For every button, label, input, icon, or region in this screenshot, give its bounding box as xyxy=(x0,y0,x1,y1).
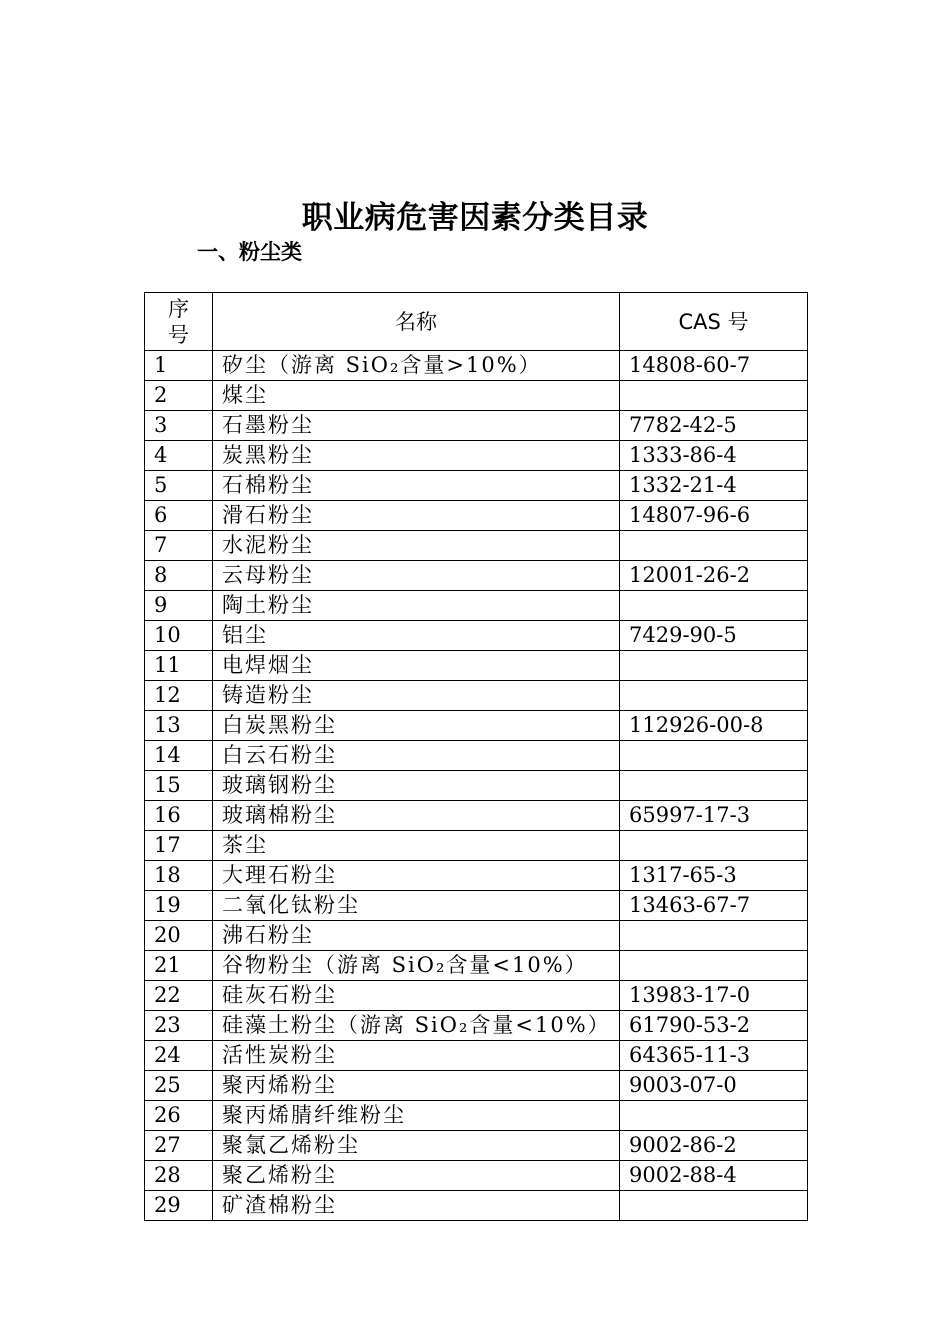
row-name: 矽尘（游离 SiO₂含量>10%） xyxy=(213,351,620,381)
table-row xyxy=(145,1071,808,1101)
row-name: 铝尘 xyxy=(213,621,620,651)
row-cas xyxy=(620,531,808,561)
table-row xyxy=(145,891,808,921)
row-name: 二氧化钛粉尘 xyxy=(213,891,620,921)
table-row xyxy=(145,741,808,771)
section-heading: 一、粉尘类 xyxy=(197,240,302,264)
row-cas: 9003-07-0 xyxy=(620,1071,808,1101)
row-seq: 27 xyxy=(145,1131,213,1161)
table-row xyxy=(145,861,808,891)
header-cas: CAS 号 xyxy=(620,293,808,351)
table-row xyxy=(145,441,808,471)
row-cas xyxy=(620,381,808,411)
row-name: 水泥粉尘 xyxy=(213,531,620,561)
row-cas: 7429-90-5 xyxy=(620,621,808,651)
row-seq: 25 xyxy=(145,1071,213,1101)
row-seq: 20 xyxy=(145,921,213,951)
table-row xyxy=(145,1011,808,1041)
table-row xyxy=(145,531,808,561)
row-cas: 65997-17-3 xyxy=(620,801,808,831)
row-seq: 24 xyxy=(145,1041,213,1071)
row-cas: 1333-86-4 xyxy=(620,441,808,471)
row-cas xyxy=(620,591,808,621)
row-cas: 9002-86-2 xyxy=(620,1131,808,1161)
table-header-row xyxy=(145,293,808,351)
row-seq: 7 xyxy=(145,531,213,561)
row-cas xyxy=(620,1101,808,1131)
table-row xyxy=(145,501,808,531)
table-row xyxy=(145,771,808,801)
table-row xyxy=(145,381,808,411)
row-name: 硅藻土粉尘（游离 SiO₂含量<10%） xyxy=(213,1011,620,1041)
row-seq: 22 xyxy=(145,981,213,1011)
table-row xyxy=(145,411,808,441)
table-row xyxy=(145,981,808,1011)
row-name: 活性炭粉尘 xyxy=(213,1041,620,1071)
row-name: 大理石粉尘 xyxy=(213,861,620,891)
row-seq: 19 xyxy=(145,891,213,921)
row-cas: 13463-67-7 xyxy=(620,891,808,921)
row-name: 聚丙烯粉尘 xyxy=(213,1071,620,1101)
table-row xyxy=(145,951,808,981)
table-row xyxy=(145,621,808,651)
row-seq: 28 xyxy=(145,1161,213,1191)
row-name: 白炭黑粉尘 xyxy=(213,711,620,741)
table-row xyxy=(145,1191,808,1221)
row-seq: 1 xyxy=(145,351,213,381)
table-row xyxy=(145,471,808,501)
row-cas: 13983-17-0 xyxy=(620,981,808,1011)
row-name: 矿渣棉粉尘 xyxy=(213,1191,620,1221)
row-seq: 11 xyxy=(145,651,213,681)
row-seq: 2 xyxy=(145,381,213,411)
table-row xyxy=(145,1101,808,1131)
row-name: 白云石粉尘 xyxy=(213,741,620,771)
row-seq: 15 xyxy=(145,771,213,801)
row-name: 炭黑粉尘 xyxy=(213,441,620,471)
row-name: 玻璃棉粉尘 xyxy=(213,801,620,831)
header-name: 名称 xyxy=(213,293,620,351)
row-seq: 13 xyxy=(145,711,213,741)
row-seq: 21 xyxy=(145,951,213,981)
row-cas: 61790-53-2 xyxy=(620,1011,808,1041)
row-cas: 112926-00-8 xyxy=(620,711,808,741)
table-row xyxy=(145,591,808,621)
row-name: 电焊烟尘 xyxy=(213,651,620,681)
row-seq: 8 xyxy=(145,561,213,591)
row-seq: 5 xyxy=(145,471,213,501)
row-name: 滑石粉尘 xyxy=(213,501,620,531)
table-row xyxy=(145,921,808,951)
row-cas: 64365-11-3 xyxy=(620,1041,808,1071)
table-row xyxy=(145,1131,808,1161)
row-cas: 1332-21-4 xyxy=(620,471,808,501)
row-cas: 12001-26-2 xyxy=(620,561,808,591)
row-seq: 17 xyxy=(145,831,213,861)
row-cas xyxy=(620,741,808,771)
row-cas: 9002-88-4 xyxy=(620,1161,808,1191)
table-row xyxy=(145,801,808,831)
page-title: 职业病危害因素分类目录 xyxy=(301,200,649,236)
row-name: 石棉粉尘 xyxy=(213,471,620,501)
row-seq: 12 xyxy=(145,681,213,711)
row-seq: 6 xyxy=(145,501,213,531)
row-seq: 23 xyxy=(145,1011,213,1041)
row-name: 聚乙烯粉尘 xyxy=(213,1161,620,1191)
row-cas xyxy=(620,681,808,711)
row-seq: 26 xyxy=(145,1101,213,1131)
hazard-table xyxy=(144,292,808,1221)
row-cas xyxy=(620,921,808,951)
row-cas: 7782-42-5 xyxy=(620,411,808,441)
row-name: 聚丙烯腈纤维粉尘 xyxy=(213,1101,620,1131)
row-cas xyxy=(620,651,808,681)
row-name: 硅灰石粉尘 xyxy=(213,981,620,1011)
row-name: 沸石粉尘 xyxy=(213,921,620,951)
row-cas: 1317-65-3 xyxy=(620,861,808,891)
table-row xyxy=(145,831,808,861)
row-name: 聚氯乙烯粉尘 xyxy=(213,1131,620,1161)
row-seq: 9 xyxy=(145,591,213,621)
row-name: 铸造粉尘 xyxy=(213,681,620,711)
header-seq: 序号 xyxy=(145,293,213,351)
row-name: 陶土粉尘 xyxy=(213,591,620,621)
row-seq: 4 xyxy=(145,441,213,471)
row-name: 谷物粉尘（游离 SiO₂含量<10%） xyxy=(213,951,620,981)
row-seq: 29 xyxy=(145,1191,213,1221)
row-seq: 14 xyxy=(145,741,213,771)
row-name: 茶尘 xyxy=(213,831,620,861)
table-row xyxy=(145,561,808,591)
row-cas xyxy=(620,831,808,861)
table-row xyxy=(145,651,808,681)
row-seq: 10 xyxy=(145,621,213,651)
row-seq: 3 xyxy=(145,411,213,441)
row-cas xyxy=(620,1191,808,1221)
table-row xyxy=(145,351,808,381)
table-row xyxy=(145,1041,808,1071)
table-row xyxy=(145,711,808,741)
row-name: 石墨粉尘 xyxy=(213,411,620,441)
row-cas xyxy=(620,771,808,801)
table-row xyxy=(145,681,808,711)
row-name: 玻璃钢粉尘 xyxy=(213,771,620,801)
row-name: 煤尘 xyxy=(213,381,620,411)
row-seq: 16 xyxy=(145,801,213,831)
row-seq: 18 xyxy=(145,861,213,891)
row-cas: 14808-60-7 xyxy=(620,351,808,381)
row-name: 云母粉尘 xyxy=(213,561,620,591)
row-cas: 14807-96-6 xyxy=(620,501,808,531)
row-cas xyxy=(620,951,808,981)
table-row xyxy=(145,1161,808,1191)
